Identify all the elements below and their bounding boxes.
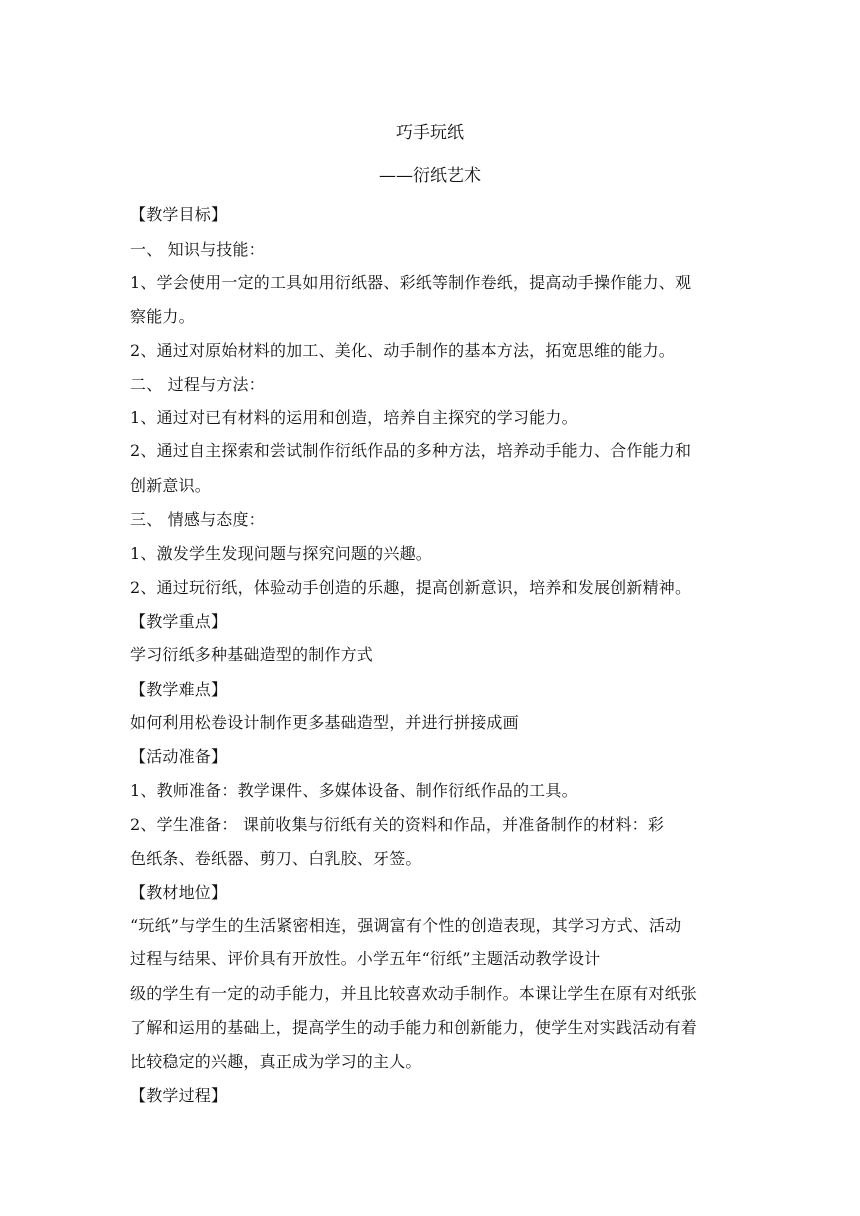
text-line: 1、教师准备：教学课件、多媒体设备、制作衍纸作品的工具。 <box>130 781 578 800</box>
text-line: 2、通过对原始材料的加工、美化、动手制作的基本方法，拓宽思维的能力。 <box>130 341 675 360</box>
text-line: 1、学会使用一定的工具如用衍纸器、彩纸等制作卷纸，提高动手操作能力、观 <box>130 273 692 292</box>
text-line: 2、通过玩衍纸，体验动手创造的乐趣，提高创新意识，培养和发展创新精神。 <box>130 578 692 597</box>
objective-emotion-heading: 三、 情感与态度： <box>130 510 265 529</box>
text-line: 色纸条、卷纸器、剪刀、白乳胶、牙签。 <box>130 849 422 868</box>
document-subtitle: ——衍纸艺术 <box>379 166 481 186</box>
objective-knowledge-heading: 一、 知识与技能： <box>130 240 265 259</box>
section-heading-material-status: 【教材地位】 <box>130 883 228 902</box>
document-title: 巧手玩纸 <box>396 123 464 143</box>
objective-process-heading: 二、 过程与方法： <box>130 375 265 394</box>
text-line: 了解和运用的基础上，提高学生的动手能力和创新能力，使学生对实践活动有着 <box>130 1018 698 1037</box>
section-heading-key-points: 【教学重点】 <box>130 612 228 631</box>
text-line: 过程与结果、评价具有开放性。小学五年“衍纸”主题活动教学设计 <box>130 949 601 968</box>
section-heading-difficulties: 【教学难点】 <box>130 680 228 699</box>
section-heading-objectives: 【教学目标】 <box>130 205 228 224</box>
text-line: 创新意识。 <box>130 476 212 495</box>
text-line: 1、激发学生发现问题与探究问题的兴趣。 <box>130 544 432 563</box>
text-line: 1、通过对已有材料的运用和创造，培养自主探究的学习能力。 <box>130 408 578 427</box>
text-line: 学习衍纸多种基础造型的制作方式 <box>130 645 374 664</box>
text-line: 级的学生有一定的动手能力，并且比较喜欢动手制作。本课让学生在原有对纸张 <box>130 984 698 1003</box>
text-line: 比较稳定的兴趣，真正成为学习的主人。 <box>130 1052 422 1071</box>
text-line: 2、学生准备： 课前收集与衍纸有关的资料和作品，并准备制作的材料：彩 <box>130 815 665 834</box>
text-line: 如何利用松卷设计制作更多基础造型，并进行拼接成画 <box>130 713 519 732</box>
section-heading-process: 【教学过程】 <box>130 1086 228 1105</box>
text-line: 察能力。 <box>130 307 195 326</box>
text-line: 2、通过自主探索和尝试制作衍纸作品的多种方法，培养动手能力、合作能力和 <box>130 441 692 460</box>
section-heading-preparation: 【活动准备】 <box>130 747 228 766</box>
text-line: “玩纸”与学生的生活紧密相连，强调富有个性的创造表现，其学习方式、活动 <box>130 916 682 935</box>
